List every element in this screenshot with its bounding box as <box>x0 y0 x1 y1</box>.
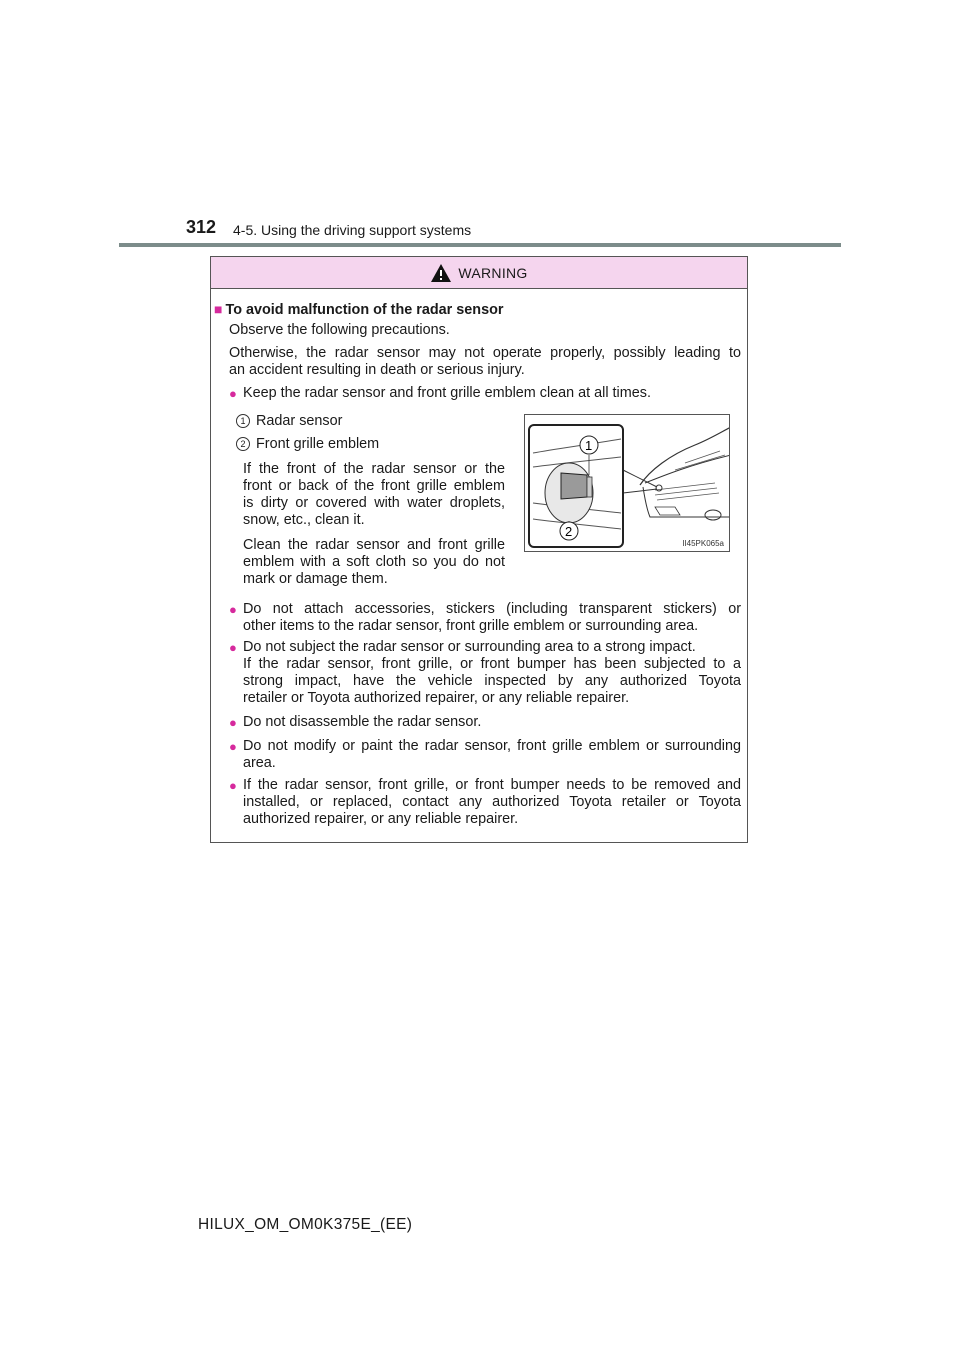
bullet-2: Do not attach accessories, stickers (including transparent stickers) or other items to the radar sensor, front grille emblem or surrounding area. <box>243 601 741 634</box>
callout-2-label: 2 <box>565 524 573 539</box>
warning-heading: ■ To avoid malfunction of the radar sensor <box>214 301 504 318</box>
note-2: Clean the radar sensor and front grille emblem with a soft cloth so you do not mark or damage them. <box>243 537 505 587</box>
bullet-icon: ● <box>229 640 237 655</box>
callout-1-label: 1 <box>585 438 593 453</box>
note-1: If the front of the radar sensor or the front or back of the front grille emblem is dirty or covered with water droplets, snow, etc., clean it. <box>243 461 505 528</box>
callout-1-marker: 1 <box>236 414 250 428</box>
warning-intro-2: Otherwise, the radar sensor may not operate properly, possibly leading to an accident resulting in death or serious injury. <box>229 345 741 378</box>
square-bullet-icon: ■ <box>214 301 223 317</box>
bullet-4: Do not disassemble the radar sensor. <box>243 714 482 730</box>
figure-code: II45PK065a <box>682 539 724 548</box>
bullet-6: If the radar sensor, front grille, or front bumper needs to be removed and installed, or replaced, contact any authorized Toyota retailer or Toyota authorized repairer, or any reliable repairer. <box>243 777 741 827</box>
bullet-icon: ● <box>229 778 237 793</box>
vehicle-front-illustration <box>525 415 730 552</box>
bullet-icon: ● <box>229 386 237 401</box>
header-rule <box>119 243 841 247</box>
callout-2-marker: 2 <box>236 437 250 451</box>
radar-sensor-figure <box>524 414 730 552</box>
bullet-icon: ● <box>229 739 237 754</box>
bullet-5: Do not modify or paint the radar sensor, front grille emblem or surrounding area. <box>243 738 741 771</box>
warning-label: WARNING <box>458 264 528 281</box>
item-radar-sensor: Radar sensor <box>256 413 343 429</box>
page-number: 312 <box>186 217 217 237</box>
bullet-icon: ● <box>229 602 237 617</box>
warning-intro-1: Observe the following precautions. <box>229 322 450 338</box>
bullet-3: Do not subject the radar sensor or surrounding area to a strong impact. If the radar sensor, front grille, or front bumper has been subjected to a strong impact, have the vehicle inspected by any authorized Toyota retailer or Toyota authorized repairer, or any reliable repairer. <box>243 639 741 706</box>
bullet-icon: ● <box>229 715 237 730</box>
bullet-1: Keep the radar sensor and front grille emblem clean at all times. <box>243 385 651 401</box>
section-title: 4-5. Using the driving support systems <box>233 222 472 238</box>
warning-triangle-icon <box>430 263 452 283</box>
footer-doc-id: HILUX_OM_OM0K375E_(EE) <box>198 1216 413 1233</box>
item-front-grille-emblem: Front grille emblem <box>256 436 380 452</box>
warning-header <box>211 257 747 289</box>
